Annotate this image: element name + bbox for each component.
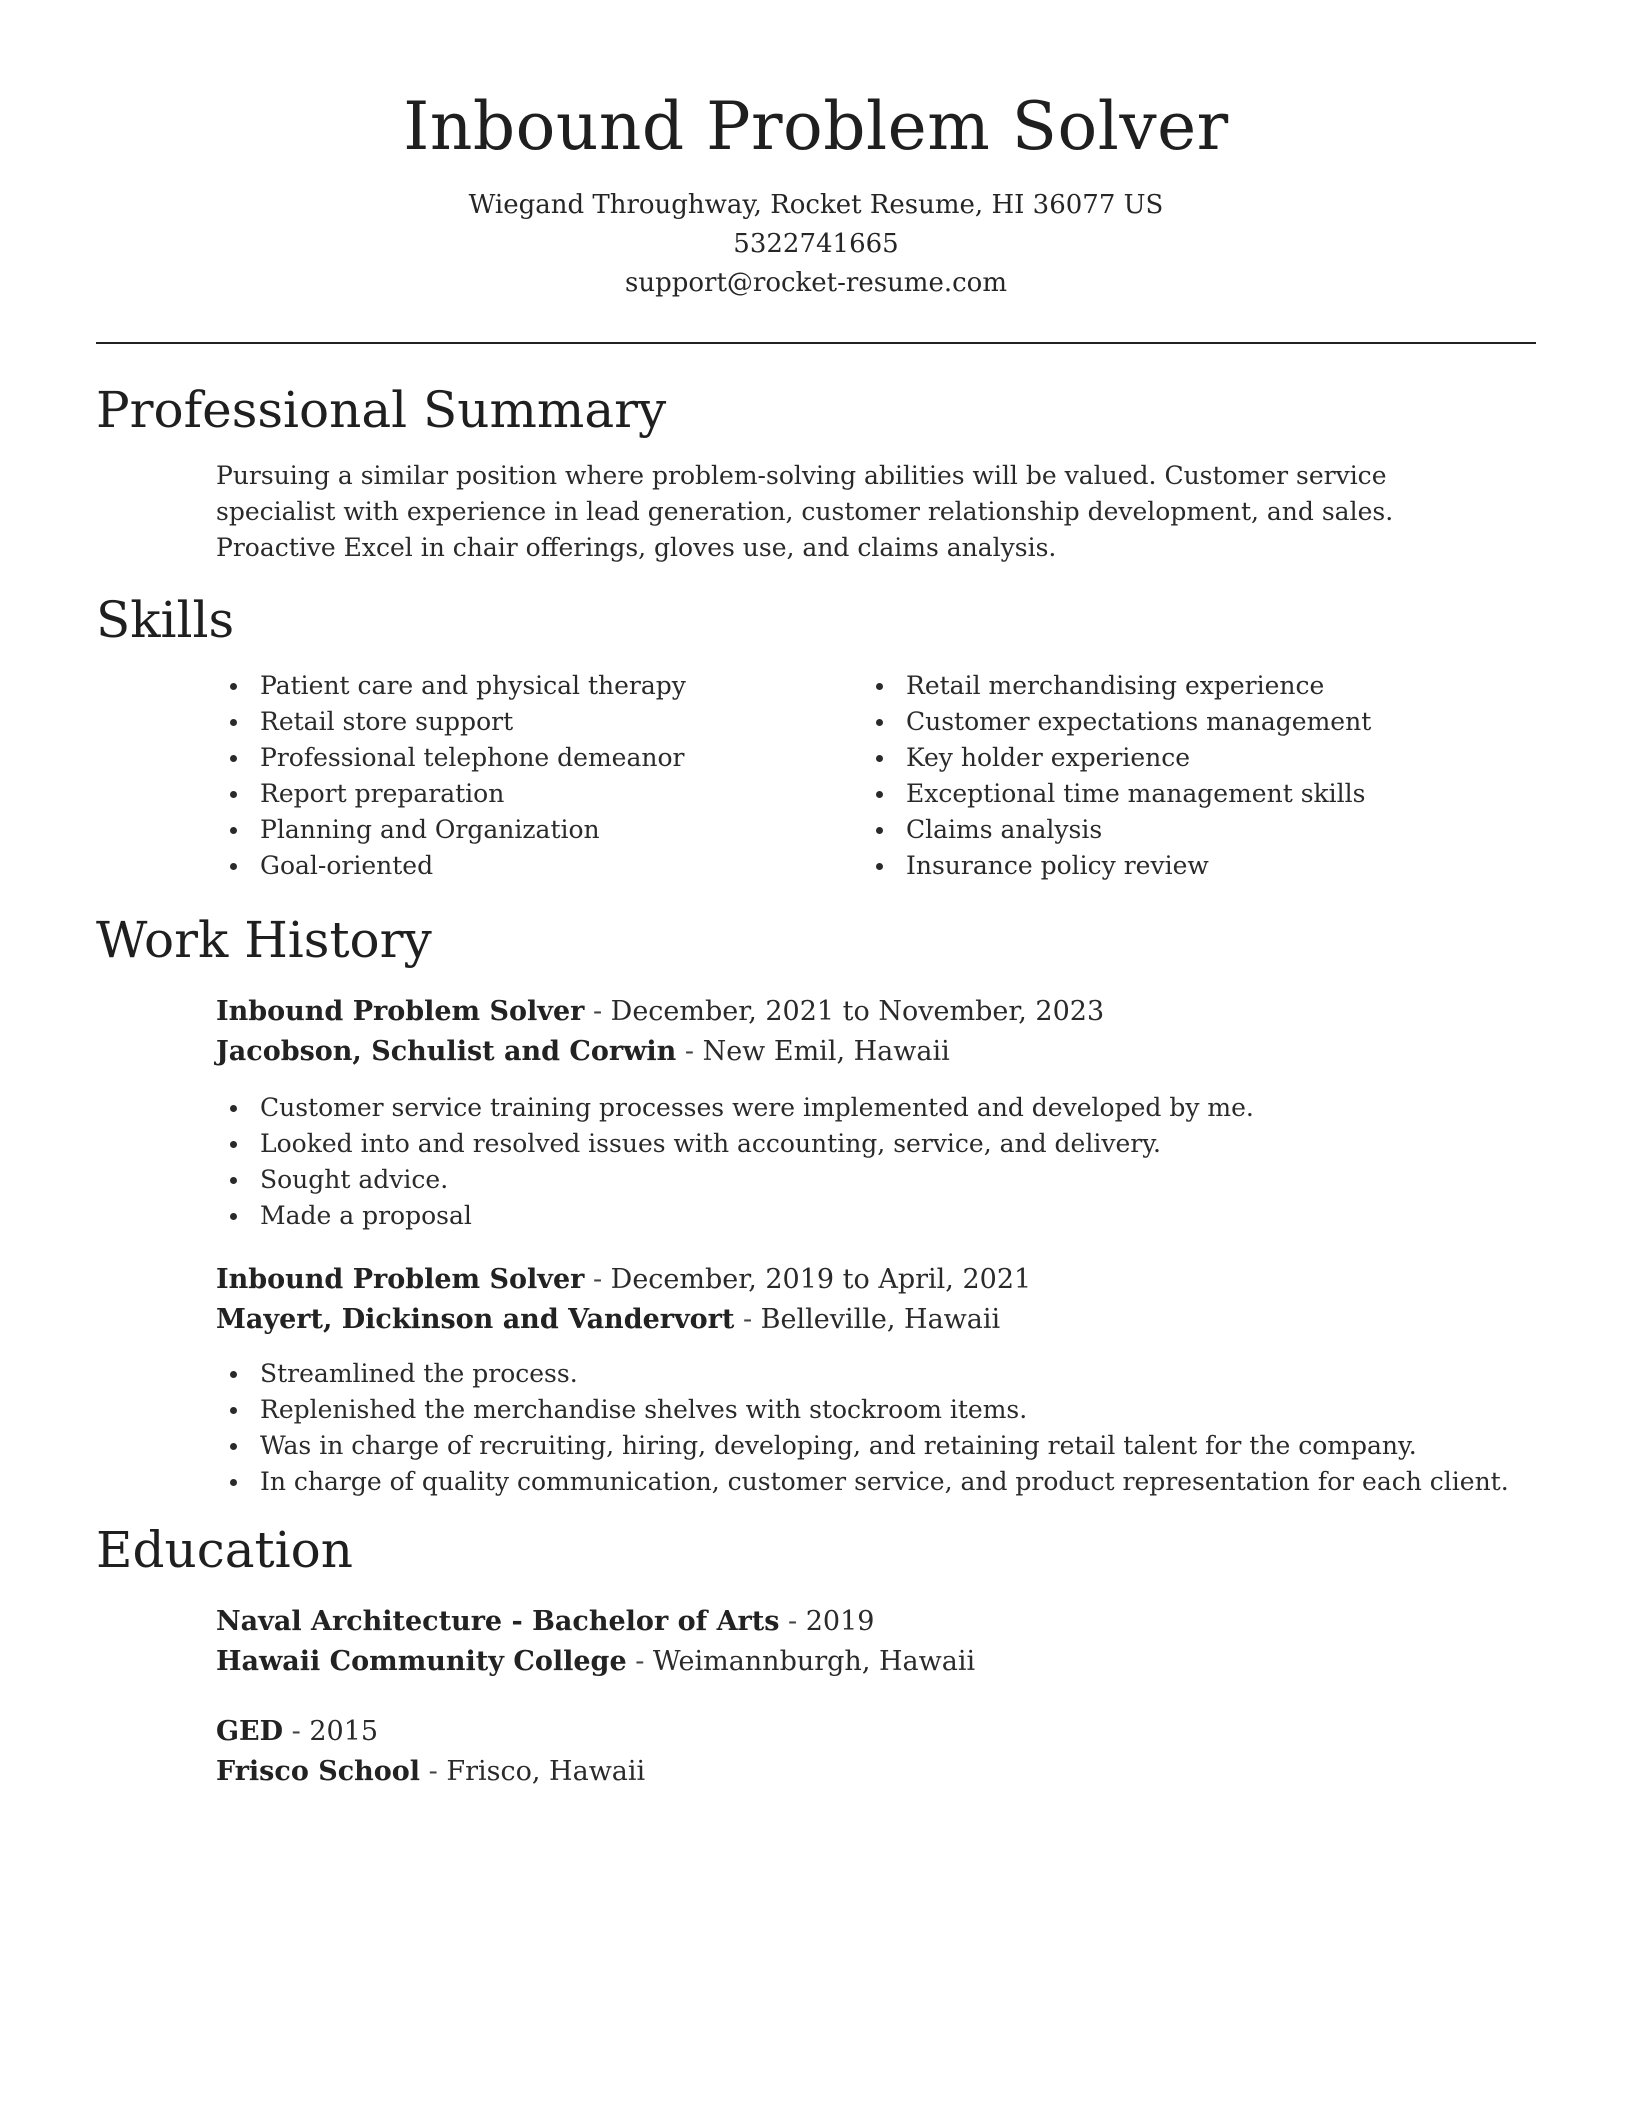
candidate-name: Inbound Problem Solver xyxy=(403,88,1229,165)
job-location: Belleville, Hawaii xyxy=(760,1304,1001,1335)
job-title-line xyxy=(216,1260,1031,1300)
separator: - xyxy=(283,1716,310,1747)
edu-degree-line xyxy=(216,1712,378,1752)
job-company-line xyxy=(216,1300,1000,1340)
skills-list-left xyxy=(216,668,686,884)
edu-school-line xyxy=(216,1642,975,1682)
skill-item: Report preparation xyxy=(216,776,686,812)
skill-item: Patient care and physical therapy xyxy=(216,668,686,704)
skill-item: Exceptional time management skills xyxy=(862,776,1371,812)
job-bullet: Looked into and resolved issues with accounting, service, and delivery. xyxy=(216,1126,1254,1162)
job-role: Inbound Problem Solver xyxy=(216,996,585,1027)
edu-year: 2019 xyxy=(805,1606,875,1637)
separator: - xyxy=(779,1606,806,1637)
skill-item: Professional telephone demeanor xyxy=(216,740,686,776)
edu-school-line xyxy=(216,1752,645,1792)
job-bullets xyxy=(216,1090,1254,1234)
skill-item: Key holder experience xyxy=(862,740,1371,776)
separator: - xyxy=(676,1036,703,1067)
job-title-line xyxy=(216,992,1104,1032)
job-location: New Emil, Hawaii xyxy=(702,1036,950,1067)
job-company-line xyxy=(216,1032,950,1072)
contact-block xyxy=(96,186,1536,303)
skill-item: Customer expectations management xyxy=(862,704,1371,740)
summary-text: Pursuing a similar position where problem-solving abilities will be valued. Customer service specialist with experience in lead generation, customer relationship development, and sales. Proactive Excel in chair offerings, gloves use, and claims analysis. xyxy=(216,461,1394,562)
edu-location: Weimannburgh, Hawaii xyxy=(652,1646,976,1677)
job-bullet: In charge of quality communication, customer service, and product representation for each client. xyxy=(216,1464,1509,1500)
separator: - xyxy=(420,1756,447,1787)
edu-degree: Naval Architecture - Bachelor of Arts xyxy=(216,1606,780,1637)
skill-item: Retail merchandising experience xyxy=(862,668,1371,704)
work-history-heading: Work History xyxy=(96,911,432,969)
contact-phone: 5322741665 xyxy=(733,229,899,259)
separator: - xyxy=(626,1646,653,1677)
summary-heading: Professional Summary xyxy=(96,381,667,439)
skill-item: Insurance policy review xyxy=(862,848,1371,884)
job-company: Mayert, Dickinson and Vandervort xyxy=(216,1304,735,1335)
separator: - xyxy=(584,1264,611,1295)
job-company: Jacobson, Schulist and Corwin xyxy=(216,1036,677,1067)
edu-degree: GED xyxy=(216,1716,284,1747)
job-dates: December, 2021 to November, 2023 xyxy=(610,996,1105,1027)
skill-item: Retail store support xyxy=(216,704,686,740)
edu-school: Hawaii Community College xyxy=(216,1646,627,1677)
contact-address: Wiegand Throughway, Rocket Resume, HI 36077 US xyxy=(468,190,1164,220)
skills-heading: Skills xyxy=(96,591,235,649)
separator: - xyxy=(734,1304,761,1335)
job-bullet: Made a proposal xyxy=(216,1198,1254,1234)
contact-email: support@rocket-resume.com xyxy=(624,268,1007,298)
job-role: Inbound Problem Solver xyxy=(216,1264,585,1295)
skill-item: Claims analysis xyxy=(862,812,1371,848)
separator: - xyxy=(584,996,611,1027)
education-heading: Education xyxy=(96,1521,353,1579)
skill-item: Goal-oriented xyxy=(216,848,686,884)
job-bullet: Was in charge of recruiting, hiring, developing, and retaining retail talent for the company. xyxy=(216,1428,1509,1464)
skill-item: Planning and Organization xyxy=(216,812,686,848)
skills-list-right xyxy=(862,668,1371,884)
edu-year: 2015 xyxy=(309,1716,379,1747)
job-bullet: Customer service training processes were implemented and developed by me. xyxy=(216,1090,1254,1126)
job-dates: December, 2019 to April, 2021 xyxy=(610,1264,1032,1295)
edu-location: Frisco, Hawaii xyxy=(446,1756,646,1787)
edu-degree-line xyxy=(216,1602,874,1642)
header-divider xyxy=(96,342,1536,344)
resume-header xyxy=(96,82,1536,303)
job-bullet: Replenished the merchandise shelves with stockroom items. xyxy=(216,1392,1509,1428)
job-bullet: Streamlined the process. xyxy=(216,1356,1509,1392)
job-bullets xyxy=(216,1356,1509,1500)
edu-school: Frisco School xyxy=(216,1756,421,1787)
job-bullet: Sought advice. xyxy=(216,1162,1254,1198)
